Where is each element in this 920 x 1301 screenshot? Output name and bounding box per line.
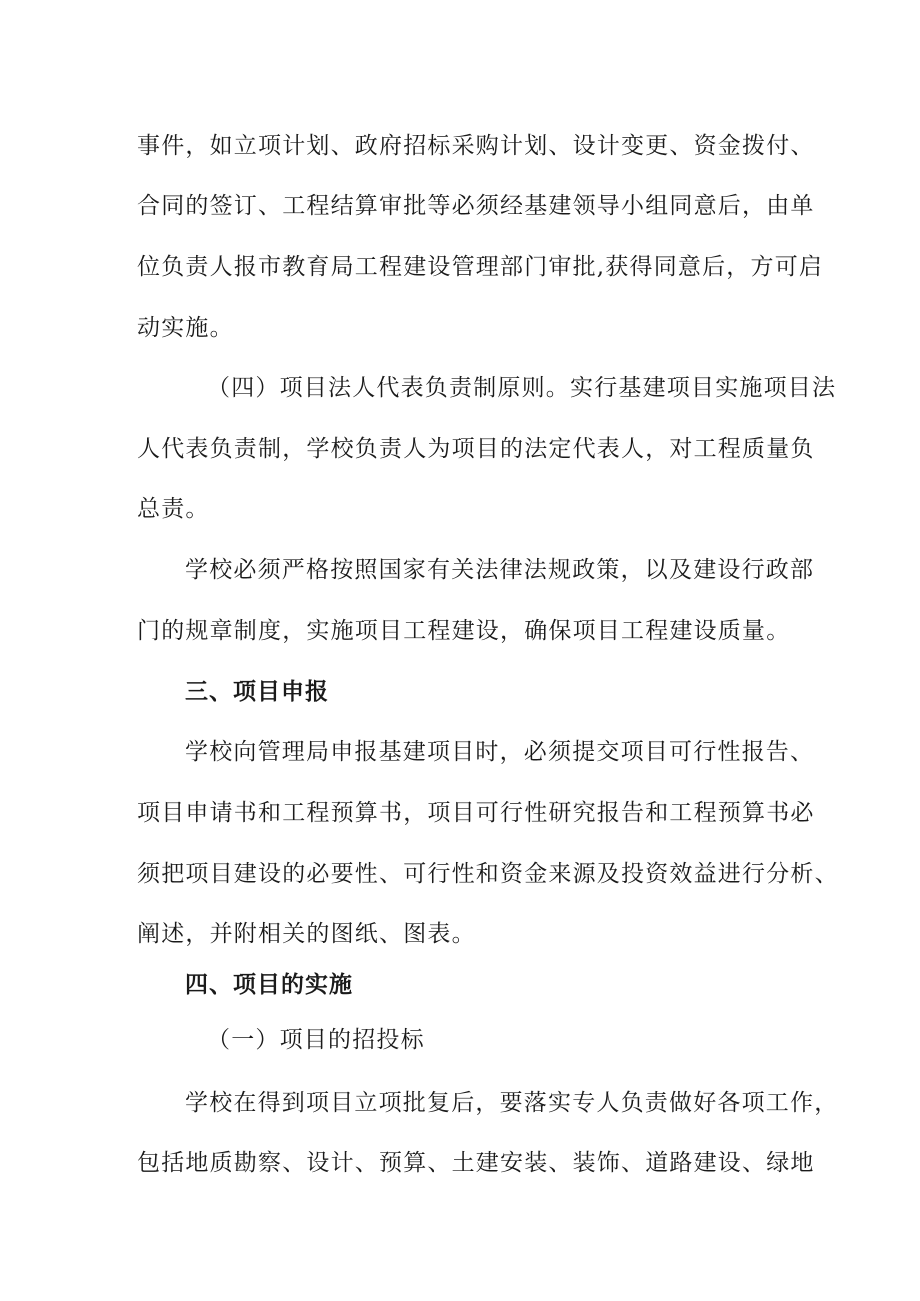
paragraph-line: 阐述，并附相关的图纸、图表。 bbox=[137, 921, 476, 947]
paragraph-line: 须把项目建设的必要性、可行性和资金来源及投资效益进行分析、 bbox=[137, 861, 839, 887]
paragraph-line: 学校向管理局申报基建项目时，必须提交项目可行性报告、 bbox=[185, 739, 815, 765]
subsection-heading: （一）项目的招投标 bbox=[207, 1027, 425, 1053]
section-heading: 四、项目的实施 bbox=[185, 972, 353, 998]
paragraph-line: （四）项目法人代表负责制原则。实行基建项目实施项目法 bbox=[207, 375, 837, 401]
section-heading: 三、项目申报 bbox=[185, 679, 329, 705]
paragraph-line: 学校必须严格按照国家有关法律法规政策，以及建设行政部 bbox=[185, 557, 815, 583]
paragraph-line: 总责。 bbox=[137, 496, 210, 522]
paragraph-line: 包括地质勘察、设计、预算、土建安装、装饰、道路建设、绿地 bbox=[137, 1150, 815, 1176]
paragraph-line: 合同的签订、工程结算审批等必须经基建领导小组同意后，由单 bbox=[137, 193, 815, 219]
paragraph-line: 动实施。 bbox=[137, 315, 234, 341]
paragraph-line: 项目申请书和工程预算书，项目可行性研究报告和工程预算书必 bbox=[137, 800, 815, 826]
paragraph-line: 位负责人报市教育局工程建设管理部门审批,获得同意后，方可启 bbox=[137, 254, 824, 280]
paragraph-line: 人代表负责制，学校负责人为项目的法定代表人，对工程质量负 bbox=[137, 436, 815, 462]
paragraph-line: 学校在得到项目立项批复后，要落实专人负责做好各项工作， bbox=[185, 1090, 839, 1116]
paragraph-line: 事件，如立项计划、政府招标采购计划、设计变更、资金拨付、 bbox=[137, 133, 815, 159]
paragraph-line: 门的规章制度，实施项目工程建设，确保项目工程建设质量。 bbox=[137, 618, 791, 644]
